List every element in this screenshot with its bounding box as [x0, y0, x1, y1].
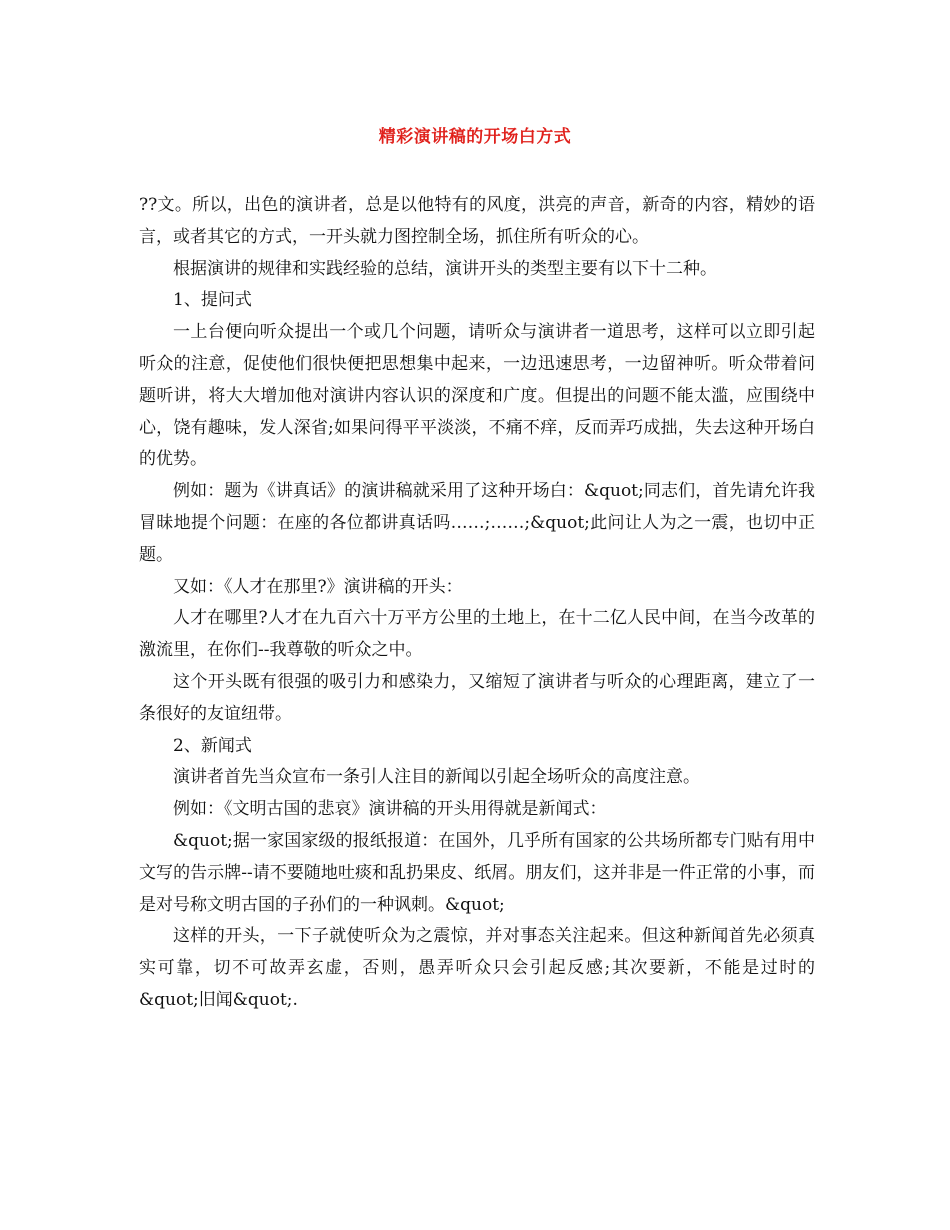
paragraph-second-example: 人才在哪里?人才在九百六十万平方公里的土地上，在十二亿人民中间，在当今改革的激流里，在你们--我尊敬的听众之中。: [139, 608, 815, 661]
paragraph-overview: 根据演讲的规律和实践经验的总结，演讲开头的类型主要有以下十二种。: [173, 258, 717, 279]
paragraph-second-example-intro: 又如：《人才在那里?》演讲稿的开头：: [173, 576, 463, 597]
paragraph-news-comment: 这样的开头，一下子就使听众为之震惊，并对事态关注起来。但这种新闻首先必须真实可靠，切不可故弄玄虚，否则，愚弄听众只会引起反感;其次要新，不能是过时的&quot;旧闻&quot;.: [139, 926, 815, 1010]
heading-news-style: 2、新闻式: [173, 735, 252, 756]
paragraph-question-description: 一上台便向听众提出一个或几个问题，请听众与演讲者一道思考，这样可以立即引起听众的注意，促使他们很快便把思想集中起来，一边迅速思考，一边留神听。听众带着问题听讲，将大大增加他对演讲内容认识的深度和广度。但提出的问题不能太滥，应围绕中心，饶有趣味，发人深省;如果问得平平淡淡，不痛不痒，反而弄巧成拙，失去这种开场白的优势。: [139, 322, 815, 470]
paragraph-question-example: 例如：题为《讲真话》的演讲稿就采用了这种开场白：&quot;同志们，首先请允许我冒昧地提个问题：在座的各位都讲真话吗……;……;&quot;此问让人为之一震，也切中正题。: [139, 481, 815, 565]
paragraph-news-description: 演讲者首先当众宣布一条引人注目的新闻以引起全场听众的高度注意。: [173, 767, 700, 788]
heading-question-style: 1、提问式: [173, 290, 252, 311]
paragraph-news-example-intro: 例如：《文明古国的悲哀》演讲稿的开头用得就是新闻式：: [173, 799, 607, 820]
paragraph-intro: ??文。所以，出色的演讲者，总是以他特有的风度，洪亮的声音，新奇的内容，精妙的语言，或者其它的方式，一开头就力图控制全场，抓住所有听众的心。: [139, 195, 815, 247]
paragraph-second-example-comment: 这个开头既有很强的吸引力和感染力，又缩短了演讲者与听众的心理距离，建立了一条很好的友谊纽带。: [139, 671, 815, 724]
document-title: 精彩演讲稿的开场白方式: [378, 127, 572, 147]
paragraph-news-example: &quot;据一家国家级的报纸报道：在国外，几乎所有国家的公共场所都专门贴有用中文写的告示牌--请不要随地吐痰和乱扔果皮、纸屑。朋友们，这并非是一件正常的小事，而是对号称文明古国的子孙们的一种讽刺。&quot;: [139, 830, 815, 915]
document-body: [139, 190, 815, 1017]
